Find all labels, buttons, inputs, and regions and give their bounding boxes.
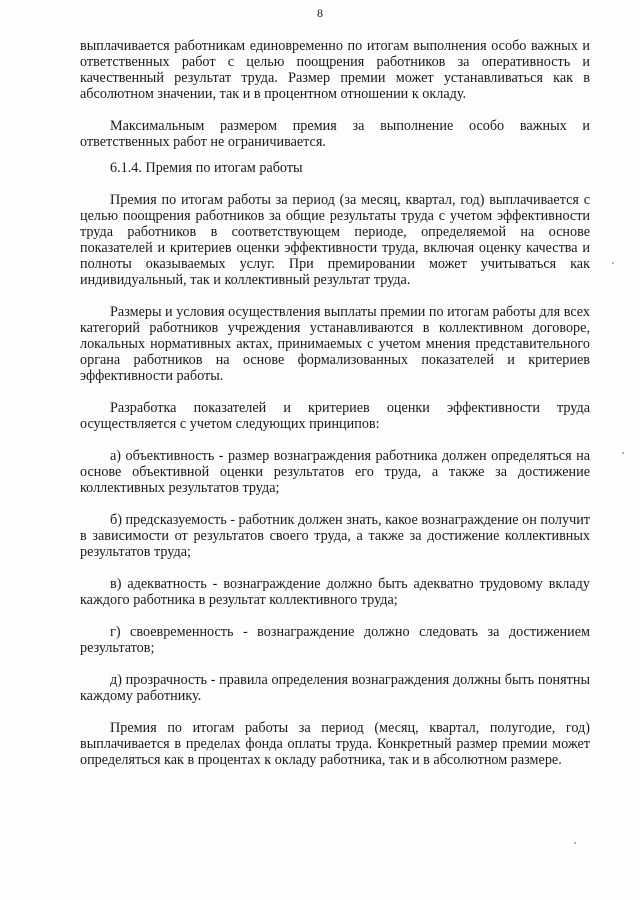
paragraph-bonus-fund: Премия по итогам работы за период (месяц, квартал, полугодие, год) выплачивается в пределах фонда оплаты труда. Конкретный размер премии может определяться как в процентах к окладу работника, так и в абсолютном размере.: [80, 720, 590, 768]
principle-transparency: д) прозрачность - правила определения вознаграждения должны быть понятны каждому работнику.: [80, 672, 590, 704]
scan-speck: [612, 262, 614, 264]
page-number: 8: [317, 6, 323, 20]
paragraph-bonus-conditions: Размеры и условия осуществления выплаты премии по итогам работы для всех категорий работников учреждения устанавливаются в коллективном договоре, локальных нормативных актах, принимаемых с учетом мнения представительного органа работников на основе формализованных показателей и критериев эффективности работы.: [80, 304, 590, 384]
principle-objectivity: а) объективность - размер вознаграждения работника должен определяться на основе объективной оценки результатов его труда, а также за достижение коллективных результатов труда;: [80, 448, 590, 496]
principle-predictability: б) предсказуемость - работник должен знать, какое вознаграждение он получит в зависимости от результатов своего труда, а также за достижение коллективных результатов труда;: [80, 512, 590, 560]
scan-speck: [574, 842, 576, 844]
paragraph-bonus-one-time: выплачивается работникам единовременно по итогам выполнения особо важных и ответственных работ с целью поощрения работников за оперативность и качественный результат труда. Размер премии может устанавливаться как в абсолютном значении, так и в процентном отношении к окладу.: [80, 38, 590, 102]
paragraph-criteria-principles: Разработка показателей и критериев оценки эффективности труда осуществляется с учетом следующих принципов:: [80, 400, 590, 432]
section-heading-6-1-4: 6.1.4. Премия по итогам работы: [110, 160, 303, 176]
scan-speck: [622, 452, 624, 454]
principle-adequacy: в) адекватность - вознаграждение должно быть адекватно трудовому вкладу каждого работника в результат коллективного труда;: [80, 576, 590, 608]
document-body: [80, 38, 590, 768]
paragraph-max-bonus: Максимальным размером премия за выполнение особо важных и ответственных работ не ограничивается.: [80, 118, 590, 150]
principle-timeliness: г) своевременность - вознаграждение должно следовать за достижением результатов;: [80, 624, 590, 656]
paragraph-period-bonus: Премия по итогам работы за период (за месяц, квартал, год) выплачивается с целью поощрения работников за общие результаты труда с учетом эффективности труда работников в соответствующем периоде, определяемой на основе показателей и критериев оценки эффективности труда, включая оценку качества и полноты оказываемых услуг. При премировании может учитываться как индивидуальный, так и коллективный результат труда.: [80, 192, 590, 288]
